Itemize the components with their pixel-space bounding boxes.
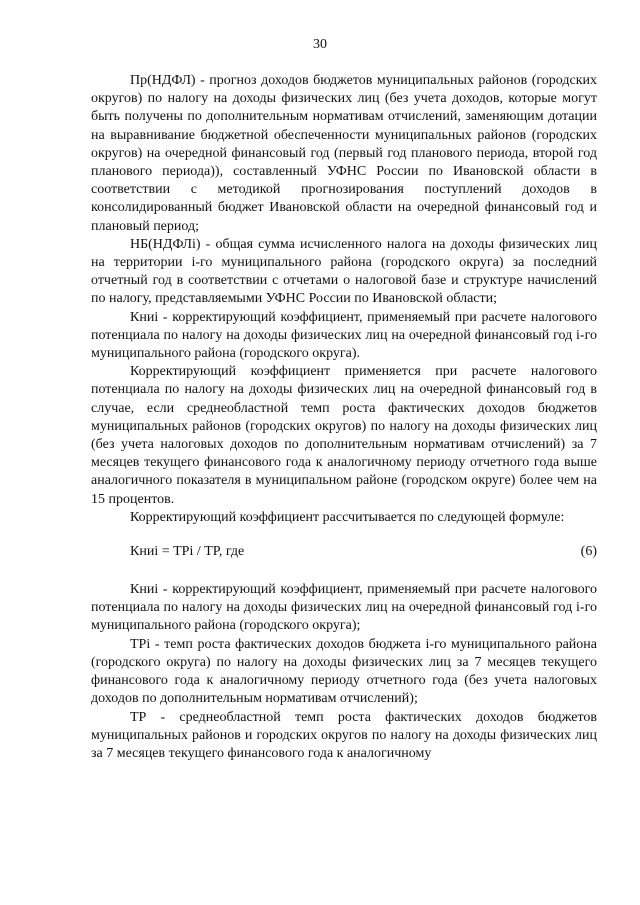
paragraph-pr-ndfl: Пр(НДФЛ) - прогноз доходов бюджетов муниципальных районов (городских округов) по налогу на доходы физических лиц (без учета доходов, которые могут быть получены по дополнительным нормативам отчислений, заменяющим дотации на выравнивание бюджетной обеспеченности муниципальных районов (городских округов) на очередной финансовый год (первый год планового периода, второй год планового периода)), составленный УФНС России по Ивановской области в соответствии с методикой прогнозирования поступлений доходов в консолидированный бюджет Ивановской области на очередной финансовый год и плановый период; — [91, 73, 597, 234]
definition-tr: ТР - среднеобластной темп роста фактических доходов бюджетов муниципальных районов и городских округов по налогу на доходы физических лиц за 7 месяцев текущего финансового года к аналогичному — [91, 709, 597, 761]
paragraph-formula-intro: Корректирующий коэффициент рассчитывается по следующей формуле: — [130, 509, 565, 525]
page-number: 30 — [313, 37, 327, 52]
definition-tri: ТРi - темп роста фактических доходов бюджета i-го муниципального района (городского округа) по налогу на доходы физических лиц за 7 месяцев текущего финансового года к аналогичному периоду отчетного года (без учета налоговых доходов по дополнительным нормативам отчислений); — [91, 636, 597, 707]
paragraph-kni-definition: Книi - корректирующий коэффициент, применяемый при расчете налогового потенциала по налогу на доходы физических лиц на очередной финансовый год i-го муниципального района (городского округа). — [91, 309, 597, 362]
paragraph-correction-rule: Корректирующий коэффициент применяется при расчете налогового потенциала по налогу на доходы физических лиц на очередной финансовый год в случае, если среднеобластной темп роста фактических доходов бюджетов муниципальных районов (городских округов) по налогу на доходы физических лиц (без учета налоговых доходов по дополнительным нормативам отчислений) за 7 месяцев текущего финансового года к аналогичному периоду отчетного года выше аналогичного показателя в муниципальном районе (городском округе) более чем на 15 процентов. — [91, 364, 597, 507]
definition-kni: Книi - корректирующий коэффициент, применяемый при расчете налогового потенциала по налогу на доходы физических лиц на очередной финансовый год i-го муниципального района (городского округа); — [91, 582, 597, 634]
paragraph-nb-ndfl: НБ(НДФЛi) - общая сумма исчисленного налога на доходы физических лиц на территории i-го муниципального района (городского округа) за последний отчетный год в соответствии с отчетами о налоговой базе и структуре начислений по налогу, представляемыми УФНС России по Ивановской области; — [91, 236, 597, 307]
formula-row — [91, 543, 597, 561]
formula-number: (6) — [580, 544, 597, 560]
document-body — [91, 72, 597, 763]
formula: Книi = ТРi / ТР, где — [130, 544, 245, 560]
